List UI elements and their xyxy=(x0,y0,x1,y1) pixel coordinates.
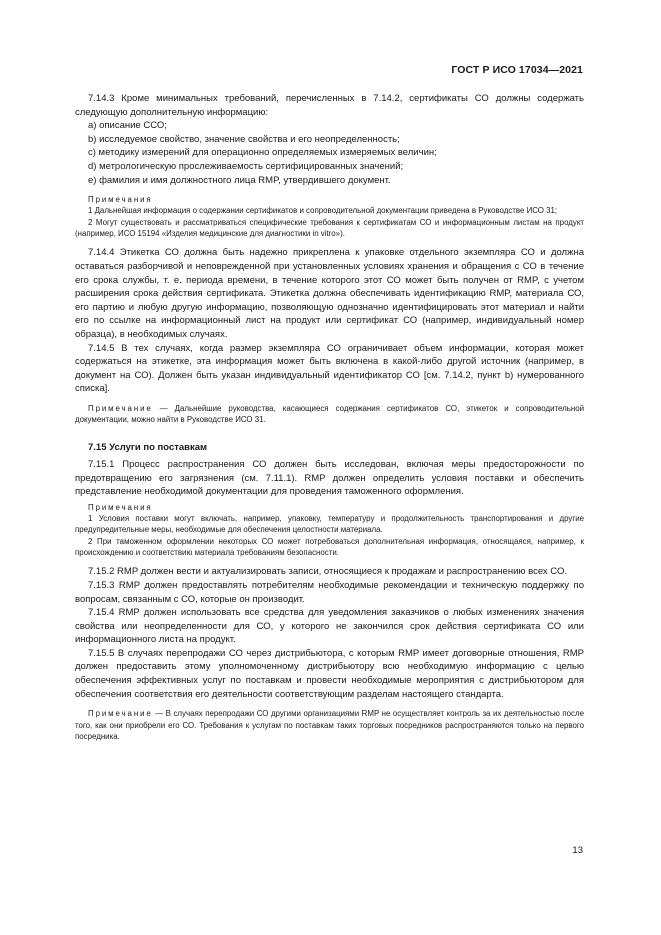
standard-header: ГОСТ Р ИСО 17034—2021 xyxy=(451,64,583,76)
notes-label: Примечания xyxy=(88,502,153,512)
list-item-e: e) фамилия и имя должностного лица RMP, утвердившего документ. xyxy=(88,174,391,186)
page-content xyxy=(75,92,584,742)
list-item-d: d) метрологическую прослеживаемость сертифицированных значений; xyxy=(88,160,404,172)
paragraph-7-15-5: 7.15.5 В случаях перепродажи СО через дистрибьютора, с которым RMP имеет договорные отношения, RMP должен предоставить этому уполномоченному дистрибьютору всю необходимую информацию с целью обеспечения эффективных услуг по поставкам и провести необходимые мероприятия с дистрибьютором для обеспечения соответствия его деятельности соответствующим разделам настоящего стандарта. xyxy=(75,647,584,700)
note-dash: — xyxy=(155,709,164,719)
paragraph-7-14-5: 7.14.5 В тех случаях, когда размер экземпляра СО ограничивает объем информации, которая может содержаться на этикетке, эта информация может быть включена в какой-либо другой источник (например, в документ на СО). Должен быть указан индивидуальный идентификатор СО [см. 7.14.2, пункт b) нумерованного списка]. xyxy=(75,342,584,395)
note-text: В случаях перепродажи СО другими организациями RMP не осуществляет контроль за их деятельностью после того, как они приобрели его СО. Требования к услугам по поставкам таких торговых посредников распространяются только на первого посредника. xyxy=(75,709,584,741)
note-7-15-5 xyxy=(75,708,584,742)
note-label: Примечание xyxy=(88,403,153,413)
list-item-a: а) описание ССО; xyxy=(88,120,167,132)
note-text: Дальнейшие руководства, касающиеся содержания сертификатов СО, этикеток и сопроводительной документации, можно найти в Руководстве ИСО 31. xyxy=(75,403,585,425)
note-2: 2 Могут существовать и рассматриваться специфические требования к сертификатам СО и информационным листам на продукт (например, ИСО 15194 «Изделия медицинские для диагностики in vitro»). xyxy=(75,217,584,239)
list-item-b: b) исследуемое свойство, значение свойства и его неопределенность; xyxy=(88,133,400,145)
paragraph-7-15-2: 7.15.2 RMP должен вести и актуализировать записи, относящиеся к продажам и распространению всех СО. xyxy=(88,566,567,578)
notes-label: Примечания xyxy=(88,195,153,205)
paragraph-7-15-4: 7.15.4 RMP должен использовать все средства для уведомления заказчиков о любых изменениях значения свойства или неопределенности для СО, у которого не закончился срок действия сертификата СО или информационного листа на продукт. xyxy=(75,607,584,646)
note-1: 1 Дальнейшая информация о содержании сертификатов и сопроводительной документации приведена в Руководстве ИСО 31; xyxy=(88,206,558,216)
paragraph-7-14-4: 7.14.4 Этикетка СО должна быть надежно прикреплена к упаковке отдельного экземпляра СО и должна оставаться разборчивой и неповрежденной при установленных условиях хранения и обращения с СО в течение его срока службы, т. е. периода времени, в течение которого этот СО может быть получен от RMP, с учетом расширения срока действия сертификата. Этикетка должна обеспечивать идентификацию RMP, материала СО, его партию и любую другую информацию, позволяющую однозначно идентифицировать этот материал и найти его по ссылке на информационный лист на продукт или сертификат СО (например, индивидуальный номер образца), в необходимых случаях. xyxy=(75,247,584,340)
note-label: Примечание xyxy=(88,709,153,719)
note-1: 1 Условия поставки могут включать, например, упаковку, температуру и продолжительность транспортирования и другие предупредительные меры, необходимые для обеспечения целостности материала. xyxy=(75,514,584,535)
note-dash: — xyxy=(159,403,168,413)
note-2: 2 При таможенном оформлении некоторых СО может потребоваться дополнительная информация, относящаяся, например, к происхождению и соответствию материала требованиям безопасности. xyxy=(75,536,584,558)
paragraph-7-15-3: 7.15.3 RMP должен предоставлять потребителям необходимые рекомендации и техническую поддержку по вопросам, связанным с СО, которые он производит. xyxy=(75,579,584,605)
section-title-7-15: 7.15 Услуги по поставкам xyxy=(88,442,208,454)
note-7-14-5 xyxy=(75,403,584,426)
paragraph-7-14-3: 7.14.3 Кроме минимальных требований, перечисленных в 7.14.2, сертификаты СО должны содержать следующую дополнительную информацию: xyxy=(75,93,584,118)
list-item-c: c) методику измерений для операционно определяемых измеряемых величин; xyxy=(88,147,437,159)
page-number: 13 xyxy=(572,845,583,856)
paragraph-7-15-1: 7.15.1 Процесс распространения СО должен быть исследован, включая меры предосторожности по предотвращению его загрязнения (см. 7.11.1). RMP должен определить условия поставки и обеспечить представление необходимой документации для проведения таможенного оформления. xyxy=(75,459,584,498)
